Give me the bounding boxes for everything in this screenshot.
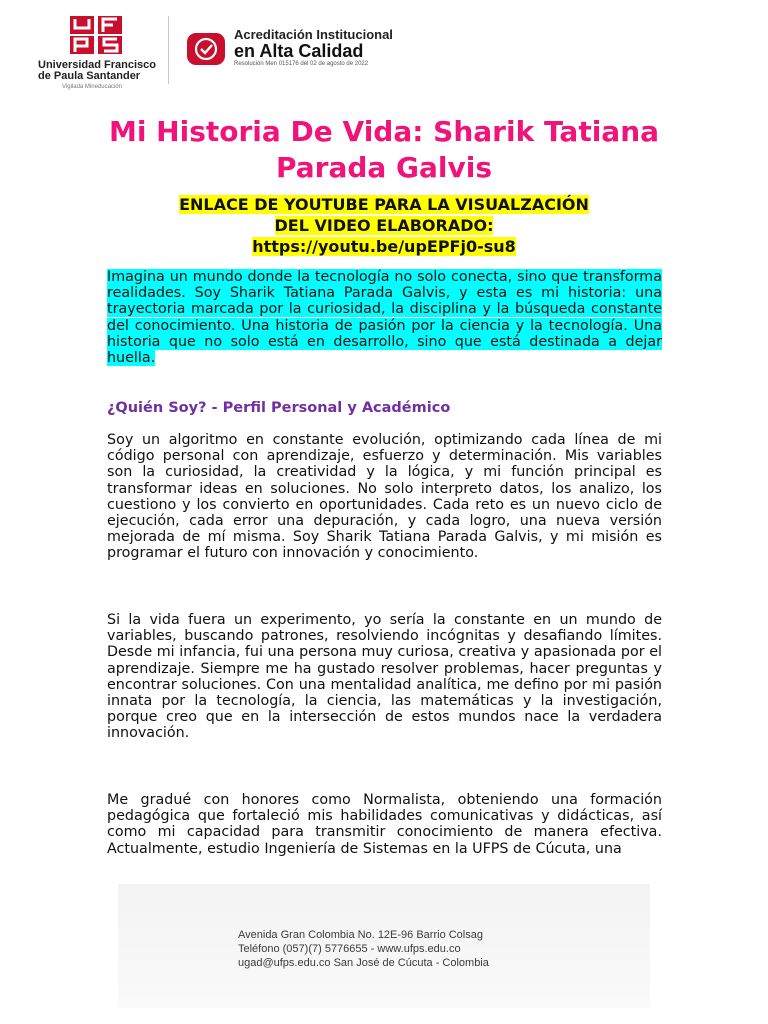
footer-address: Avenida Gran Colombia No. 12E-96 Barrio Colsag: [238, 929, 483, 941]
university-tagline: Vigilada Mineducación: [62, 84, 122, 90]
youtube-label-line2: DEL VIDEO ELABORADO:: [274, 216, 494, 235]
intro-paragraph: Imagina un mundo donde la tecnología no solo conecta, sino que transforma realidades. Soy Sharik Tatiana Parada Galvis, y esta es mi historia: una trayectoria marcada por la curiosidad, la disciplina y la búsqueda constante del conocimiento. Una historia de pasión por la ciencia y la tecnología. Una historia que no solo está en desarrollo, sino que está destinada a dejar huella.: [107, 269, 662, 367]
letterhead: [0, 0, 768, 100]
paragraph-2: Si la vida fuera un experimento, yo sería la constante en un mundo de variables, buscando patrones, resolviendo incógnitas y desafiando límites. Desde mi infancia, fui una persona muy curiosa, creativa y apasionada por el aprendizaje. Siempre me ha gustado resolver problemas, hacer preguntas y encontrar soluciones. Con una mentalidad analítica, me defino por mi pasión innata por la tecnología, la ciencia, las matemáticas y la investigación, porque creo que en la intersección de estos mundos nace la verdadera innovación.: [107, 612, 662, 742]
document-title: Mi Historia De Vida: Sharik Tatiana Parada Galvis: [108, 115, 660, 184]
accreditation-seal-icon: [186, 32, 226, 66]
footer-email-city: ugad@ufps.edu.co San José de Cúcuta - Colombia: [238, 957, 489, 969]
ufps-logo-icon: [68, 14, 126, 56]
paragraph-1: Soy un algoritmo en constante evolución, optimizando cada línea de mi código personal con aprendizaje, esfuerzo y determinación. Mis variables son la curiosidad, la creatividad y la lógica, y mi función principal es transformar ideas en soluciones. No solo interpreto datos, los analizo, los cuestiono y los convierto en oportunidades. Cada reto es un nuevo ciclo de ejecución, cada error una depuración, y cada logro, una nueva versión mejorada de mí misma. Soy Sharik Tatiana Parada Galvis, y mi misión es programar el futuro con innovación y conocimiento.: [107, 432, 662, 562]
header-divider: [168, 16, 169, 84]
youtube-link-block: [100, 194, 668, 257]
youtube-label-line1: ENLACE DE YOUTUBE PARA LA VISUALZACIÓN: [179, 195, 589, 214]
footer-contact: [238, 928, 489, 970]
youtube-url-link[interactable]: https://youtu.be/upEPFj0-su8: [252, 237, 516, 256]
ufps-logo: [38, 14, 158, 94]
section-heading: ¿Quién Soy? - Perfil Personal y Académico: [107, 400, 451, 416]
university-name: Universidad Francisco de Paula Santander: [38, 59, 156, 82]
paragraph-3: Me gradué con honores como Normalista, obteniendo una formación pedagógica que fortaleció mis habilidades comunicativas y didácticas, así como mi capacidad para transmitir conocimiento de manera efectiva. Actualmente, estudio Ingeniería de Sistemas en la UFPS de Cúcuta, una: [107, 792, 662, 857]
letterhead-footer: [118, 884, 650, 1008]
footer-phone-web: Teléfono (057)(7) 5776655 - www.ufps.edu.co: [238, 943, 461, 955]
accreditation-text: Acreditación Institucional en Alta Calidad Resolución Men 015176 del 02 de agosto de 2022: [234, 27, 393, 67]
